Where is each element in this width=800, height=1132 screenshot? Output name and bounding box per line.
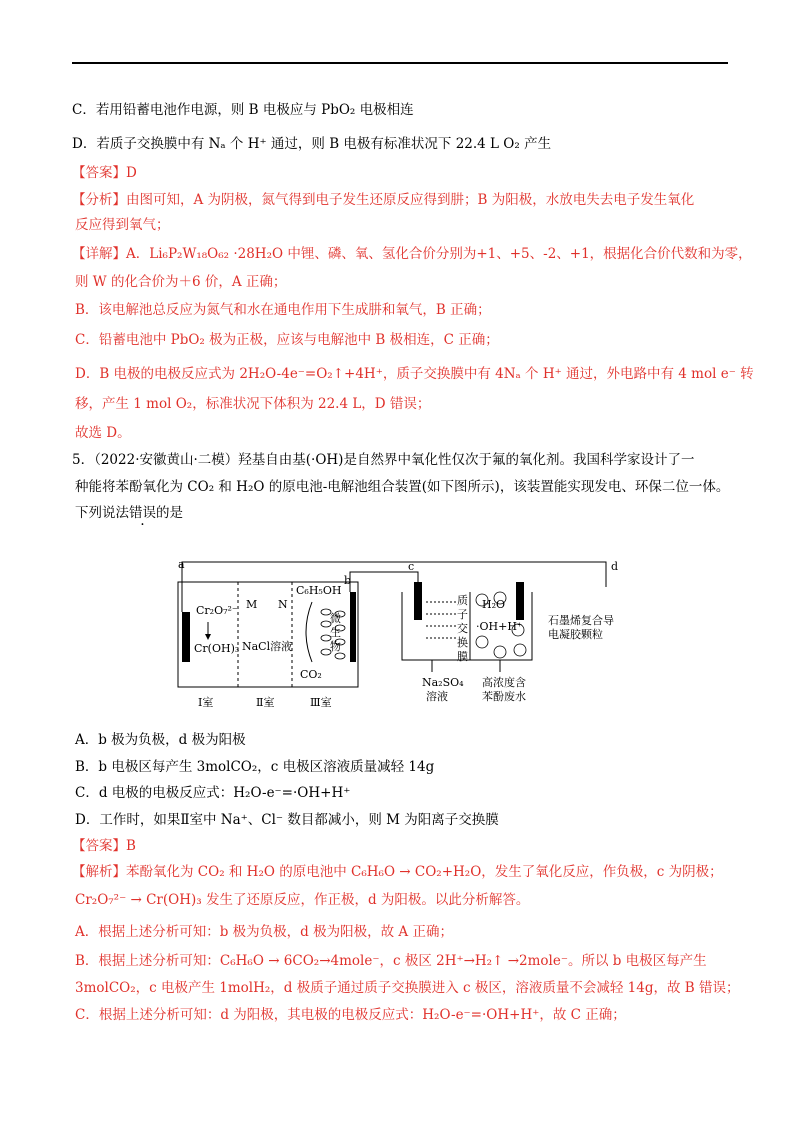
label-membrane-5: 膜 — [457, 650, 468, 663]
label-graphene-2: 电凝胶颗粒 — [548, 628, 603, 641]
question-5-line-1: 5．（2022·安徽黄山·二模）羟基自由基(·OH)是自然界中氧化性仅次于氟的氧化剂。我国科学家设计了一 — [72, 452, 695, 468]
label-c6h5oh: C₆H₅OH — [296, 584, 342, 597]
label-ohh: ·OH+H⁺ — [476, 620, 523, 633]
question-5-line-2: 种能将苯酚氧化为 CO₂ 和 H₂O 的原电池-电解池组合装置(如下图所示)，该装置能实现发电、环保二位一体。 — [75, 479, 730, 495]
electrochemical-device-diagram — [170, 552, 640, 712]
label-d: d — [611, 560, 619, 573]
detail-line-1: 【详解】A．Li₆P₂W₁₈O₆₂ ·28H₂O 中锂、磷、氧、氢化合价分别为+1、+5、-2、+1，根据化合价代数和为零， — [72, 246, 752, 262]
explanation-line-2: Cr₂O₇²⁻ → Cr(OH)₃ 发生了还原反应，作正极，d 为阳极。以此分析解答。 — [75, 892, 530, 908]
label-membrane-2: 子 — [457, 608, 468, 621]
detail-line-7: 故选 D。 — [75, 425, 131, 441]
option-d: D．工作时，如果Ⅱ室中 Na⁺、Cl⁻ 数目都减小，则 M 为阳离子交换膜 — [75, 812, 499, 828]
label-microbe-2: 生 — [330, 626, 341, 639]
explanation-line-6: C．根据上述分析可知：d 为阳极，其电极的电极反应式：H₂O-e⁻=·OH+H⁺，故 C 正确； — [75, 1007, 626, 1023]
electrode-d — [516, 582, 524, 620]
label-h2o: H₂O — [482, 598, 506, 611]
label-room-1: Ⅰ室 — [198, 696, 214, 709]
option-a: A．b 极为负极，d 极为阳极 — [75, 732, 246, 748]
label-co2: CO₂ — [300, 668, 322, 681]
explanation-line-3: A．根据上述分析可知：b 极为负极，d 极为阳极，故 A 正确； — [75, 924, 453, 940]
explanation-line-5: 3molCO₂，c 电极产生 1molH₂，d 极质子通过质子交换膜进入 c 极区，溶液质量不会减轻 14g，故 B 错误； — [75, 980, 740, 996]
label-m: M — [246, 598, 258, 611]
detail-line-4: C．铅蓄电池中 PbO₂ 极为正极，应该与电解池中 B 极相连，C 正确； — [75, 332, 499, 348]
explanation-line-4: B．根据上述分析可知：C₆H₆O → 6CO₂→4mole⁻，c 极区 2H⁺→H₂↑ →2mole⁻。所以 b 电极区每产生 — [75, 953, 707, 969]
label-membrane-1: 质 — [457, 594, 468, 607]
label-n: N — [278, 598, 288, 611]
detail-line-3: B．该电解池总反应为氮气和水在通电作用下生成肼和氧气，B 正确； — [75, 302, 491, 318]
label-nacl: NaCl溶液 — [242, 640, 293, 653]
electrode-b — [350, 592, 356, 662]
label-waste-2: 苯酚废水 — [482, 690, 526, 703]
flow-arrow — [306, 602, 312, 662]
explanation-line-1: 【解析】苯酚氧化为 CO₂ 和 H₂O 的原电池中 C₆H₆O → CO₂+H₂O，发生了氧化反应，作负极，c 为阴极； — [72, 864, 723, 880]
option-c-prev: C．若用铅蓄电池作电源，则 B 电极应与 PbO₂ 电极相连 — [72, 102, 414, 118]
option-c: C．d 电极的电极反应式：H₂O-e⁻=·OH+H⁺ — [75, 785, 351, 801]
analysis-line-2: 反应得到氧气； — [75, 217, 170, 233]
label-room-2: Ⅱ室 — [256, 696, 275, 709]
label-b: b — [344, 574, 352, 587]
label-microbe-3: 物 — [330, 640, 341, 653]
detail-line-5: D．B 电极的电极反应式为 2H₂O-4e⁻=O₂↑+4H⁺，质子交换膜中有 4Nₐ 个 H⁺ 通过，外电路中有 4 mol e⁻ 转 — [75, 366, 754, 382]
detail-line-2: 则 W 的化合价为＋6 价，A 正确； — [75, 274, 287, 290]
question-stem-suffix: 的是 — [156, 505, 183, 521]
label-na2so4-2: 溶液 — [426, 690, 448, 703]
label-c: c — [408, 560, 415, 573]
wire-b-c — [350, 572, 418, 592]
option-b: B．b 电极区每产生 3molCO₂，c 电极区溶液质量减轻 14g — [75, 759, 435, 775]
analysis-line-1: 【分析】由图可知，A 为阴极，氮气得到电子发生还原反应得到肼；B 为阳极，水放电失去电子发生氧化 — [72, 192, 695, 208]
question-5-line-3 — [75, 503, 183, 523]
top-rule — [72, 62, 728, 64]
label-membrane-3: 交 — [457, 622, 468, 635]
label-waste-1: 高浓度含 — [482, 676, 526, 689]
detail-line-6: 移，产生 1 mol O₂，标准状况下体积为 22.4 L，D 错误； — [75, 396, 431, 412]
label-membrane-4: 换 — [457, 636, 468, 649]
answer-label-1: 【答案】D — [72, 165, 137, 181]
electrode-c — [414, 582, 422, 620]
label-room-3: Ⅲ室 — [310, 696, 332, 709]
label-cr2o7: Cr₂O₇²⁻ — [196, 604, 238, 617]
label-graphene-1: 石墨烯复合导 — [548, 614, 614, 627]
electrode-a — [182, 612, 190, 662]
label-croh3: Cr(OH)₃ — [194, 642, 240, 655]
label-na2so4: Na₂SO₄ — [422, 676, 464, 689]
label-a: a — [178, 558, 185, 571]
dashed-lines — [426, 602, 456, 638]
answer-label-2: 【答案】B — [72, 838, 136, 854]
question-stem-prefix: 下列说法 — [75, 505, 129, 521]
emphasis-word-error: 错误 — [129, 505, 156, 521]
label-microbe-1: 微 — [330, 612, 341, 625]
option-d-prev: D．若质子交换膜中有 Nₐ 个 H⁺ 通过，则 B 电极有标准状况下 22.4 L O₂ 产生 — [72, 136, 552, 152]
